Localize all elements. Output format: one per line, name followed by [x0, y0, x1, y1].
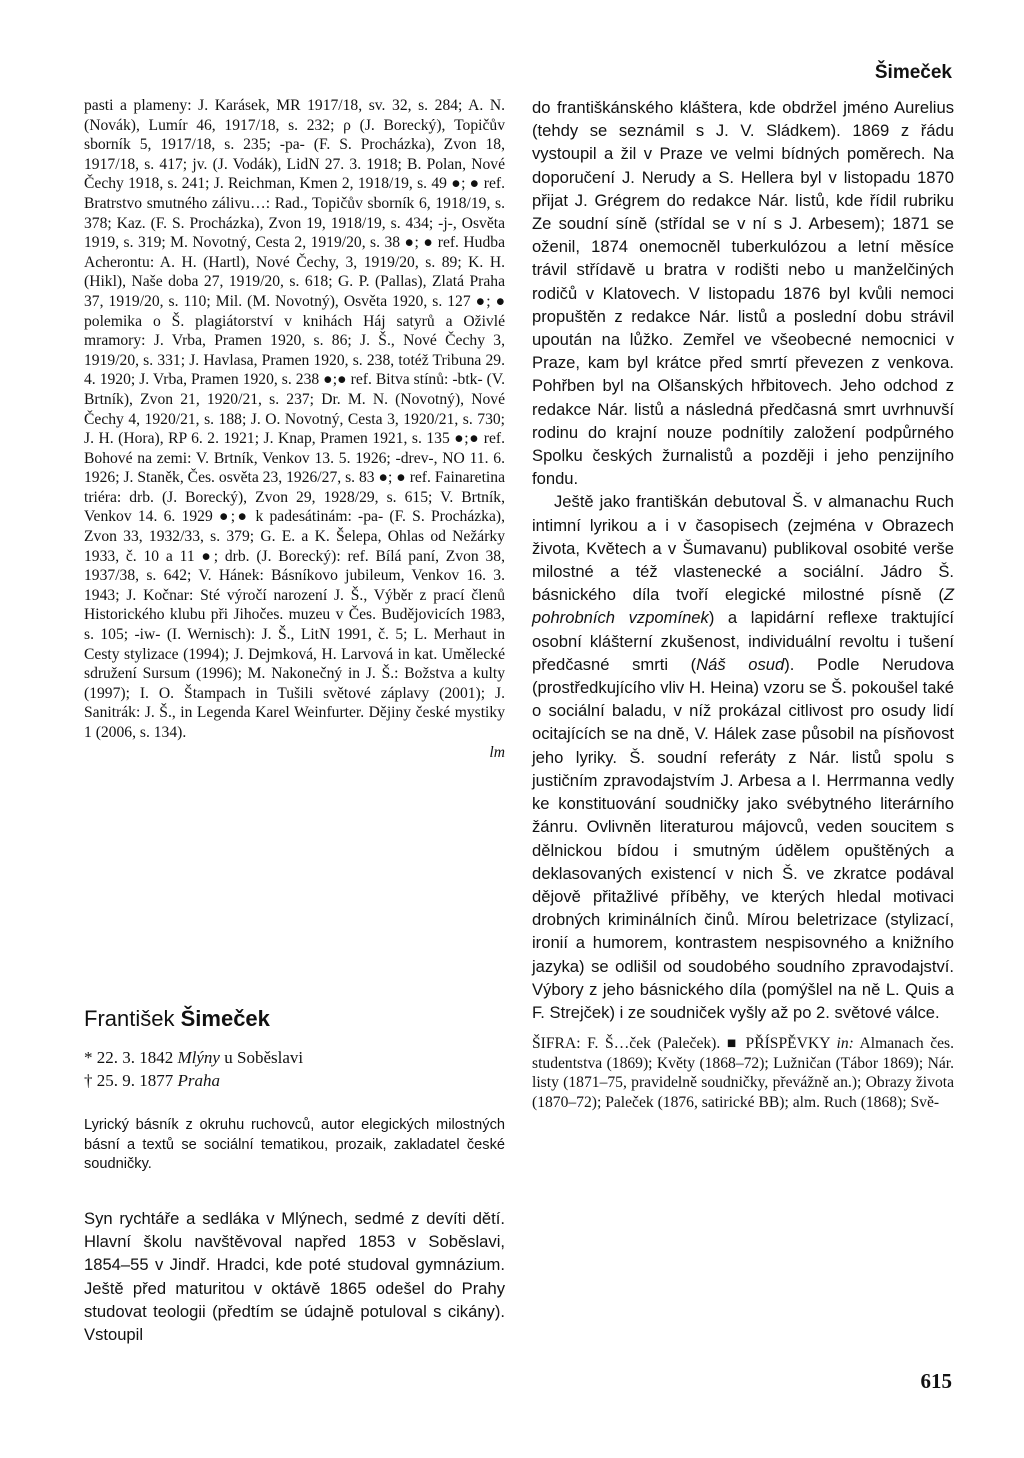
- left-column: [84, 96, 505, 762]
- left-biography: [84, 1207, 505, 1346]
- entry-heading: [84, 1006, 270, 1032]
- works-section: [532, 1034, 954, 1112]
- works-text-a: ŠIFRA: F. Š…ček (Paleček). ■ PŘÍSPĚVKY: [532, 1035, 837, 1053]
- death-place: Praha: [177, 1071, 220, 1090]
- entry-annotation: Lyrický básník z okruhu ruchovců, autor elegických milostných básní a textů se sociální tematikou, prozaik, zakladatel české soudničky.: [84, 1117, 505, 1173]
- works-in: in:: [836, 1035, 854, 1053]
- work-title-2: Náš osud: [696, 654, 785, 674]
- page-number: 615: [920, 1369, 952, 1393]
- author-signature: lm: [489, 743, 505, 761]
- bio-text-c: ). Podle Nerudova (prostředkujícího vliv H. Heina) vzoru se Š. pokoušel také o sociální baladu, v níž prokázal citlivost pro osudy lidí ocitajících se na dně, V. Hálek zase působil na písňovost jeho lyriky. Š. soudní referáty z Nár. listů spolu s justičním zpravodajstvím J. Arbesa a I. Herrmanna vedly ke konstituování soudničky jako svébytného literárního žánru. Ovlivněn literaturou májovců, veden soucitem s dělnickou bídou i smutným údělem opuštěných a deklasovaných existencí v nich Š. ve zkratce podával dějově přitažlivé příběhy, ve kterých hledal motivaci drobných kriminálních činů. Mírou beletrizace (stylizací, ironií a humorem, kontrastem nespisovného a knižního jazyka) se odlišil od soudobého soudního zpravodajství. Výbory z jeho básnického díla (pomýšlel na ně L. Quis a F. Strejček) i ze soudniček vyšly až po 2. světové válce.: [532, 654, 954, 1022]
- right-column: [532, 96, 954, 1113]
- entry-first-name: František: [84, 1006, 175, 1031]
- entry-surname: Šimeček: [180, 1006, 270, 1031]
- birth-date: * 22. 3. 1842: [84, 1048, 174, 1067]
- bio-text-a: Ještě jako františkán debutoval Š. v almanachu Ruch intimní lyrikou a i v časopisech (zejména v Obrazech života, Květech a v Šumavanu) publikoval osobité verše milostné a též vlastenecké a sociální. Jádro Š. básnického díla tvoří elegické milostné písně (: [532, 492, 954, 605]
- birth-line: [84, 1046, 303, 1069]
- birth-place: Mlýny: [177, 1048, 220, 1067]
- biography-paragraph-2: [532, 490, 954, 1024]
- death-date: † 25. 9. 1877: [84, 1071, 174, 1090]
- works-text-b: Almanach čes. studentstva (1869); Květy (1868–72); Lužničan (Tábor 1869); Nár. listy (1871–75, pravidelně soudničky, převážně an.); Obrazy života (1870–72); Paleček (1876, satirické BB); alm. Ruch (1868); Svě-: [532, 1035, 955, 1111]
- bibliography-text: pasti a plameny: J. Karásek, MR 1917/18, sv. 32, s. 284; A. N. (Novák), Lumír 46, 1917/18, s. 232; ρ (J. Borecký), Topičův sborník 5, 1917/18, s. 235; -pa- (F. S. Procházka), Zvon 18, 1917/18, s. 417; jv. (J. Vodák), LidN 27. 3. 1918; B. Polan, Nové Čechy 1918, s. 241; J. Reichman, Kmen 2, 1918/19, s. 49 ●; ● ref. Bratrstvo smutného zálivu…: Rad., Topičův sborník 6, 1918/19, s. 378; Kaz. (F. S. Procházka), Zvon 19, 1918/19, s. 434; -j-, Osvěta 1919, s. 319; M. Novotný, Cesta 2, 1919/20, s. 38 ●; ● ref. Hudba Acherontu: A. H. (Hartl), Nové Čechy, 3, 1919/20, s. 89; K. H. (Hikl), Naše doba 27, 1919/20, s. 618; G. P. (Pallas), Zlatá Praha 37, 1919/20, s. 110; Mil. (M. Novotný), Osvěta 1920, s. 127 ●; ● polemika o Š. plagiátorství v knihách Háj satyrů a Oživlé mramory: J. Vrba, Pramen 1920, s. 86; J. Š., Nové Čechy 3, 1919/20, s. 331; J. Havlasa, Pramen 1920, s. 238, totéž Tribuna 29. 4. 1920; J. Vrba, Pramen 1920, s. 238 ●;● ref. Bitva stínů: -btk- (V. Brtník), Zvon 21, 1920/21, s. 237; Dr. M. N. (Novotný), Nové Čechy 4, 1920/21, s. 188; J. O. Novotný, Cesta 3, 1920/21, s. 730; J. H. (Hora), RP 6. 2. 1921; J. Knap, Pramen 1921, s. 135 ●;● ref. Bohové na zemi: V. Brtník, Venkov 13. 5. 1926; -drev-, NO 11. 6. 1926; J. Staněk, Čes. osvěta 23, 1926/27, s. 83 ●; ● ref. Fainaretina triéra: drb. (J. Borecký), Zvon 29, 1928/29, s. 615; V. Brtník, Venkov 14. 6. 1929 ●;● k padesátinám: -pa- (F. S. Procházka), Zvon 33, 1932/33, s. 379; G. E. a K. Šelepa, Ohlas od Nežárky 1933, č. 10 a 11 ●; drb. (J. Borecký): ref. Bílá paní, Zvon 38, 1937/38, s. 642; V. Hánek: Básníkovo jubileum, Venkov 16. 3. 1943; J. Kočnar: Sté výročí narození J. Š., Výběr z prací členů Historického klubu při Jihočes. muzeu v Čes. Budějovicích 1983, s. 105; -iw- (I. Wernisch): J. Š., LitN 1991, č. 5; L. Merhaut in Cesty stylizace (1994); J. Dejmková, H. Larvová in kat. Umělecké sdružení Sursum (1996); M. Nakonečný in J. Š.: Božstva a kulty (1997); I. O. Štampach in Tušili světové záplavy (2001); J. Sanitrák: J. Š., in Legenda Karel Weinfurter. Dějiny české mystiky 1 (2006, s. 134).: [84, 97, 505, 741]
- work-title-1: Z pohrobních vzpomínek: [532, 585, 954, 628]
- running-head: Šimeček: [874, 62, 952, 83]
- death-line: [84, 1069, 303, 1092]
- biography-paragraph-1-start: Syn rychtáře a sedláka v Mlýnech, sedmé z devíti dětí. Hlavní školu navštěvoval napřed 1853 v Soběslavi, 1854–55 v Jindř. Hradci, kde poté studoval gymnázium. Ještě před maturitou v oktávě 1865 odešel do Prahy studovat teologii (předtím se údajně potuloval s cikány). Vstoupil: [84, 1209, 505, 1345]
- bio-text-b: ) a lapidární reflexe traktující osobní klášterní zkušenost, individuální revoltu i tušení předčasné smrti (: [532, 608, 955, 674]
- birth-region: u Soběslavi: [224, 1048, 304, 1067]
- biography-paragraph-1-end: do františkánského kláštera, kde obdržel jméno Aurelius (tehdy se seznámil s J. V. Sládkem). 1869 z řádu vystoupil a žil v Praze ve velmi bídných poměrech. Na doporučení J. Nerudy a S. Hellera byl v listopadu 1870 přijat J. Grégrem do redakce Nár. listů, kde řídil rubriku Ze soudní síně (střídal se v ní s J. Arbesem); 1871 se oženil, 1874 onemocněl tuberkulózou a letní měsíce trávil střídavě u bratra v rodišti nebo u manželčiných rodičů v Klatovech. V listopadu 1876 byl kvůli nemoci propuštěn z redakce Nár. listů a poslední dobu strávil upoután na lůžko. Zemřel ve všeobecné nemocnici v Praze, kam byl krátce před smrtí převezen z venkova. Pohřben byl na Olšanských hřbitovech. Jeho odchod z redakce Nár. listů a následná předčasná smrt uvrhnuvší rodinu do krajní nouze podnítily založení podpůrného Spolku českých žurnalistů a později i jeho penzijního fondu.: [532, 98, 954, 489]
- life-dates: [84, 1046, 303, 1092]
